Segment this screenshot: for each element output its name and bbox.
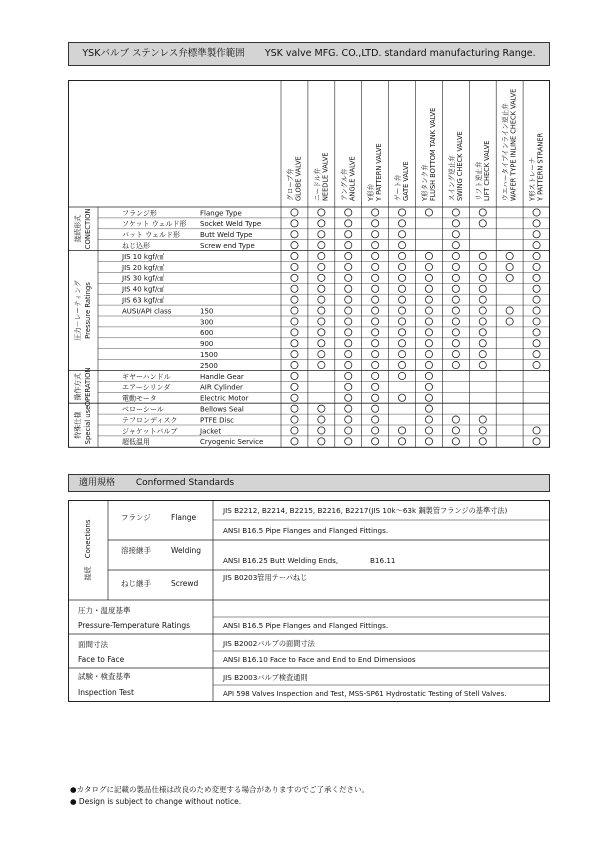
availability-mark bbox=[345, 416, 352, 423]
availability-mark bbox=[398, 394, 405, 401]
availability-mark bbox=[291, 329, 298, 336]
column-header-jp: Y形タンク弁 bbox=[420, 164, 429, 201]
row-label-en: Socket Weld Type bbox=[200, 220, 262, 229]
availability-mark bbox=[506, 274, 513, 281]
row-label-en: Cryogenic Service bbox=[200, 438, 264, 447]
availability-mark bbox=[425, 285, 432, 292]
availability-mark bbox=[372, 427, 379, 434]
availability-mark bbox=[425, 394, 432, 401]
availability-mark bbox=[479, 438, 486, 445]
row-label-en: 300 bbox=[200, 318, 214, 327]
column-header bbox=[339, 156, 356, 201]
availability-mark bbox=[345, 438, 352, 445]
availability-mark bbox=[398, 351, 405, 358]
availability-mark bbox=[398, 427, 405, 434]
availability-mark bbox=[479, 351, 486, 358]
availability-mark bbox=[506, 252, 513, 259]
row-label-jp: バット ウェルド形 bbox=[122, 231, 180, 240]
column-header-jp: グローブ弁 bbox=[286, 168, 295, 201]
availability-mark bbox=[398, 340, 405, 347]
availability-mark bbox=[452, 361, 459, 368]
title-en: YSK valve MFG. CO.,LTD. standard manufacturing Range. bbox=[264, 48, 536, 59]
title-jp: YSKバルブ ステンレス弁標準製作範囲 bbox=[82, 48, 245, 59]
availability-mark bbox=[291, 427, 298, 434]
flange-std1: JIS B2212, B2214, B2215, B2216, B2217(JIS 10k～63k 鋼製管フランジの基準寸法) bbox=[223, 506, 508, 515]
availability-mark bbox=[398, 274, 405, 281]
group-label: 操作方式 OPERATION bbox=[74, 367, 92, 407]
availability-mark bbox=[533, 329, 540, 336]
availability-mark bbox=[345, 318, 352, 325]
availability-mark bbox=[291, 372, 298, 379]
availability-mark bbox=[318, 416, 325, 423]
availability-mark bbox=[291, 307, 298, 314]
it-jp: 試験・検査基準 bbox=[78, 672, 131, 681]
availability-mark bbox=[479, 285, 486, 292]
availability-mark bbox=[345, 252, 352, 259]
availability-mark bbox=[533, 242, 540, 249]
availability-mark bbox=[345, 394, 352, 401]
column-header bbox=[420, 108, 437, 202]
availability-mark bbox=[425, 307, 432, 314]
availability-mark bbox=[479, 427, 486, 434]
availability-mark bbox=[318, 296, 325, 303]
availability-mark bbox=[372, 329, 379, 336]
availability-mark bbox=[479, 307, 486, 314]
screw-en: Screwd bbox=[171, 579, 199, 588]
column-header-en: WAFER TYPE INLINE CHECK VALVE bbox=[509, 88, 518, 201]
column-header-en: LIFT CHECK VALVE bbox=[482, 140, 491, 201]
row-label-jp: ソケット ウェルド形 bbox=[122, 220, 187, 229]
row-label-en: 1500 bbox=[200, 351, 218, 359]
availability-mark bbox=[452, 285, 459, 292]
availability-mark bbox=[452, 252, 459, 259]
availability-mark bbox=[372, 361, 379, 368]
availability-mark bbox=[291, 274, 298, 281]
availability-mark bbox=[372, 263, 379, 270]
availability-mark bbox=[425, 318, 432, 325]
availability-mark bbox=[372, 318, 379, 325]
availability-mark bbox=[398, 372, 405, 379]
availability-mark bbox=[452, 274, 459, 281]
availability-mark bbox=[318, 209, 325, 216]
availability-mark bbox=[479, 318, 486, 325]
availability-mark bbox=[291, 263, 298, 270]
row-label-en: 900 bbox=[200, 340, 214, 349]
row-label-jp: ねじ込形 bbox=[122, 242, 150, 250]
availability-mark bbox=[318, 318, 325, 325]
pt-jp: 圧力・温度基準 bbox=[78, 606, 131, 615]
availability-mark bbox=[318, 307, 325, 314]
availability-mark bbox=[398, 252, 405, 259]
availability-mark bbox=[425, 351, 432, 358]
column-header-en: GATE VALVE bbox=[402, 161, 411, 201]
column-header bbox=[529, 132, 545, 202]
availability-mark bbox=[425, 361, 432, 368]
availability-mark bbox=[425, 383, 432, 390]
group-label: 特殊仕様 Special use bbox=[74, 405, 92, 445]
availability-mark bbox=[318, 361, 325, 368]
column-header bbox=[393, 161, 410, 201]
availability-mark bbox=[372, 372, 379, 379]
svg-text:接続 Conections bbox=[83, 519, 92, 580]
column-header-en: GLOBE VALVE bbox=[294, 156, 303, 201]
column-header-jp: ゲート弁 bbox=[394, 174, 403, 201]
availability-mark bbox=[345, 405, 352, 412]
column-header bbox=[501, 89, 518, 201]
availability-mark bbox=[318, 220, 325, 227]
availability-mark bbox=[291, 296, 298, 303]
availability-mark bbox=[398, 242, 405, 249]
availability-mark bbox=[479, 220, 486, 227]
availability-mark bbox=[345, 242, 352, 249]
footer-note-en: ● Design is subject to change without notice. bbox=[70, 797, 242, 806]
row-label-jp: AUSI/API class bbox=[122, 307, 172, 316]
row-label-jp: JIS 10 kgf/㎠ bbox=[122, 252, 165, 261]
availability-mark bbox=[479, 329, 486, 336]
availability-mark bbox=[345, 329, 352, 336]
availability-mark bbox=[452, 242, 459, 249]
row-label-jp: JIS 63 kgf/㎠ bbox=[122, 296, 165, 305]
availability-mark bbox=[372, 252, 379, 259]
row-label-jp: JIS 40 kgf/㎠ bbox=[122, 285, 165, 294]
availability-mark bbox=[425, 329, 432, 336]
availability-mark bbox=[398, 307, 405, 314]
row-label-jp: エアーシリンダ bbox=[122, 383, 171, 392]
availability-mark bbox=[372, 285, 379, 292]
conformed-standards-table bbox=[68, 500, 550, 702]
column-header bbox=[312, 152, 329, 201]
row-label-jp: 電動モータ bbox=[122, 394, 157, 403]
availability-mark bbox=[479, 263, 486, 270]
availability-mark bbox=[291, 231, 298, 238]
availability-mark bbox=[318, 405, 325, 412]
availability-mark bbox=[452, 263, 459, 270]
availability-mark bbox=[398, 220, 405, 227]
availability-mark bbox=[398, 438, 405, 445]
it-std2: API 598 Valves Inspection and Test, MSS-SP61 Hydrostatic Testing of Stell Valves. bbox=[223, 690, 507, 698]
availability-mark bbox=[345, 340, 352, 347]
availability-mark bbox=[506, 318, 513, 325]
column-header-en: ANGLE VALVE bbox=[348, 156, 357, 201]
flange-std2: ANSI B16.5 Pipe Flanges and Flanged Fittings. bbox=[223, 526, 389, 535]
availability-mark bbox=[372, 220, 379, 227]
row-label-jp: 超低温用 bbox=[122, 438, 150, 447]
availability-mark bbox=[506, 263, 513, 270]
availability-mark bbox=[372, 416, 379, 423]
availability-mark bbox=[372, 438, 379, 445]
availability-mark bbox=[533, 438, 540, 445]
availability-mark bbox=[425, 372, 432, 379]
availability-mark bbox=[479, 361, 486, 368]
availability-mark bbox=[425, 438, 432, 445]
availability-mark bbox=[372, 383, 379, 390]
availability-mark bbox=[533, 220, 540, 227]
availability-mark bbox=[291, 438, 298, 445]
availability-mark bbox=[452, 438, 459, 445]
column-header-jp: アングル弁 bbox=[340, 168, 349, 201]
availability-mark bbox=[345, 231, 352, 238]
availability-mark bbox=[318, 340, 325, 347]
weld-std1: ANSI B16.25 Butt Welding Ends, bbox=[223, 556, 339, 565]
row-label-jp: フランジ形 bbox=[122, 209, 157, 218]
availability-mark bbox=[318, 285, 325, 292]
column-header-en: Y PATTERN STRANER bbox=[536, 132, 545, 201]
availability-mark bbox=[345, 372, 352, 379]
availability-mark bbox=[318, 427, 325, 434]
column-header-en: Y PATTERN VALVE bbox=[375, 143, 384, 201]
availability-mark bbox=[452, 318, 459, 325]
ff-std2: ANSI B16.10 Face to Face and End to End Dimensioos bbox=[223, 655, 416, 664]
availability-mark bbox=[291, 285, 298, 292]
availability-mark bbox=[425, 263, 432, 270]
availability-mark bbox=[452, 329, 459, 336]
availability-mark bbox=[291, 318, 298, 325]
standards-banner bbox=[68, 474, 550, 492]
availability-mark bbox=[452, 209, 459, 216]
row-label-en: 2500 bbox=[200, 361, 218, 370]
availability-mark bbox=[452, 351, 459, 358]
availability-mark bbox=[345, 220, 352, 227]
availability-mark bbox=[452, 307, 459, 314]
availability-mark bbox=[345, 351, 352, 358]
flange-en: Flange bbox=[171, 513, 197, 522]
ff-jp: 面間寸法 bbox=[78, 640, 108, 649]
column-header bbox=[474, 141, 491, 201]
row-label-en: Screw end Type bbox=[200, 242, 255, 250]
it-en: Inspection Test bbox=[78, 688, 134, 697]
availability-mark bbox=[318, 329, 325, 336]
availability-mark bbox=[291, 351, 298, 358]
availability-mark bbox=[291, 394, 298, 401]
availability-mark bbox=[425, 416, 432, 423]
availability-mark bbox=[318, 231, 325, 238]
column-header-jp: ウエハータイプインライン逆止弁 bbox=[501, 103, 510, 201]
availability-mark bbox=[425, 340, 432, 347]
row-label-jp: JIS 20 kgf/㎠ bbox=[122, 263, 165, 272]
availability-mark bbox=[372, 340, 379, 347]
availability-mark bbox=[479, 209, 486, 216]
column-header bbox=[285, 156, 302, 201]
availability-mark bbox=[533, 318, 540, 325]
availability-mark bbox=[372, 296, 379, 303]
availability-mark bbox=[372, 307, 379, 314]
row-label-jp: ギヤーハンドル bbox=[122, 372, 171, 381]
availability-mark bbox=[291, 361, 298, 368]
availability-mark bbox=[479, 416, 486, 423]
row-label-en: 600 bbox=[200, 329, 214, 338]
column-header-en: SWING CHECK VALVE bbox=[455, 131, 464, 201]
availability-mark bbox=[452, 231, 459, 238]
row-label-en: AIR Cylinder bbox=[200, 383, 243, 392]
availability-mark bbox=[425, 209, 432, 216]
availability-mark bbox=[318, 263, 325, 270]
availability-mark bbox=[533, 231, 540, 238]
screw-jp: ねじ継手 bbox=[121, 579, 151, 588]
availability-mark bbox=[398, 329, 405, 336]
availability-mark bbox=[533, 274, 540, 281]
flange-jp: フランジ bbox=[121, 513, 151, 522]
availability-mark bbox=[291, 242, 298, 249]
ff-std1: JIS B2002バルブの面間寸法 bbox=[223, 639, 315, 648]
column-header-jp: スイング逆止弁 bbox=[447, 155, 456, 201]
row-label-en: Electric Motor bbox=[200, 394, 249, 403]
availability-mark bbox=[452, 220, 459, 227]
column-header-jp: Y形ストレーナ bbox=[528, 157, 537, 201]
availability-mark bbox=[345, 209, 352, 216]
availability-mark bbox=[533, 427, 540, 434]
availability-mark bbox=[372, 394, 379, 401]
group-label: 接続形式 CONECTION bbox=[74, 208, 92, 250]
row-label-en: Bellows Seal bbox=[200, 405, 244, 414]
availability-mark bbox=[345, 285, 352, 292]
availability-mark bbox=[318, 242, 325, 249]
availability-mark bbox=[479, 274, 486, 281]
availability-mark bbox=[506, 307, 513, 314]
availability-mark bbox=[533, 285, 540, 292]
standards-title-jp: 適用規格 bbox=[79, 478, 116, 488]
availability-mark bbox=[372, 274, 379, 281]
availability-mark bbox=[398, 231, 405, 238]
availability-mark bbox=[425, 252, 432, 259]
standards-title-en: Conformed Standards bbox=[135, 478, 235, 488]
column-header bbox=[447, 131, 464, 201]
availability-mark bbox=[372, 242, 379, 249]
conn-label-en: Conections bbox=[84, 519, 92, 559]
weld-en: Welding bbox=[171, 546, 202, 555]
column-header-jp: Y形弁 bbox=[367, 183, 376, 201]
availability-mark bbox=[533, 351, 540, 358]
availability-mark bbox=[318, 252, 325, 259]
availability-mark bbox=[372, 231, 379, 238]
availability-mark bbox=[398, 263, 405, 270]
availability-mark bbox=[479, 340, 486, 347]
column-header-jp: リフト逆止弁 bbox=[474, 161, 483, 201]
availability-mark bbox=[479, 252, 486, 259]
availability-mark bbox=[318, 274, 325, 281]
column-header bbox=[366, 143, 383, 202]
availability-mark bbox=[533, 340, 540, 347]
availability-mark bbox=[372, 405, 379, 412]
availability-mark bbox=[291, 220, 298, 227]
availability-mark bbox=[345, 383, 352, 390]
pt-en: Pressure-Temperature Ratings bbox=[78, 621, 191, 630]
availability-mark bbox=[345, 263, 352, 270]
it-std1: JIS B2003バルブ検査通則 bbox=[223, 673, 308, 682]
row-label-en: Butt Weld Type bbox=[200, 231, 253, 240]
row-label-en: Jacket bbox=[200, 427, 222, 436]
availability-mark bbox=[345, 274, 352, 281]
row-label-en: Flange Type bbox=[200, 209, 242, 218]
weld-std2: B16.11 bbox=[370, 556, 396, 565]
screw-std: JIS B0203管用テーパねじ bbox=[223, 573, 308, 582]
availability-mark bbox=[372, 209, 379, 216]
footer-note-jp: ●カタログに記載の製品仕様は改良のため変更する場合がありますのでご了承ください。 bbox=[70, 785, 370, 794]
availability-mark bbox=[318, 351, 325, 358]
conn-label-jp: 接続 bbox=[84, 566, 92, 581]
availability-mark bbox=[533, 307, 540, 314]
availability-mark bbox=[533, 296, 540, 303]
availability-mark bbox=[291, 340, 298, 347]
availability-mark bbox=[425, 427, 432, 434]
availability-mark bbox=[291, 405, 298, 412]
pt-std: ANSI B16.5 Pipe Flanges and Flanged Fittings. bbox=[223, 621, 389, 630]
availability-mark bbox=[291, 383, 298, 390]
group-label: 圧力－レーティング Pressure Ratings bbox=[74, 280, 92, 341]
availability-mark bbox=[533, 252, 540, 259]
availability-mark bbox=[425, 405, 432, 412]
row-label-en: 150 bbox=[200, 307, 214, 316]
availability-mark bbox=[345, 296, 352, 303]
manufacturing-range-table bbox=[68, 80, 550, 450]
row-label-jp: ベローシール bbox=[122, 405, 164, 414]
availability-mark bbox=[398, 361, 405, 368]
availability-mark bbox=[452, 427, 459, 434]
availability-mark bbox=[452, 296, 459, 303]
availability-mark bbox=[533, 263, 540, 270]
row-label-jp: JIS 30 kgf/㎠ bbox=[122, 274, 165, 283]
row-label-en: PTFE Disc bbox=[200, 416, 235, 425]
column-header-en: NEEDLE VALVE bbox=[321, 152, 330, 201]
column-header-jp: ニードル弁 bbox=[313, 168, 322, 201]
availability-mark bbox=[291, 209, 298, 216]
availability-mark bbox=[398, 318, 405, 325]
availability-mark bbox=[452, 416, 459, 423]
availability-mark bbox=[398, 285, 405, 292]
availability-mark bbox=[318, 438, 325, 445]
row-label-en: Handle Gear bbox=[200, 372, 244, 381]
row-label-jp: ジャケットバルブ bbox=[122, 427, 178, 436]
availability-mark bbox=[345, 361, 352, 368]
availability-mark bbox=[291, 252, 298, 259]
availability-mark bbox=[479, 296, 486, 303]
availability-mark bbox=[533, 361, 540, 368]
availability-mark bbox=[372, 351, 379, 358]
availability-mark bbox=[452, 340, 459, 347]
row-label-jp: テフロンディスク bbox=[122, 416, 178, 425]
availability-mark bbox=[425, 274, 432, 281]
availability-mark bbox=[425, 296, 432, 303]
page-title-banner bbox=[68, 42, 550, 66]
weld-jp: 溶接継手 bbox=[121, 546, 151, 555]
availability-mark bbox=[398, 296, 405, 303]
availability-mark bbox=[398, 209, 405, 216]
ff-en: Face to Face bbox=[78, 655, 125, 664]
availability-mark bbox=[345, 307, 352, 314]
availability-mark bbox=[345, 427, 352, 434]
availability-mark bbox=[533, 209, 540, 216]
column-header-en: FLUSH BOTTOM TANK VALVE bbox=[428, 107, 437, 201]
availability-mark bbox=[291, 416, 298, 423]
